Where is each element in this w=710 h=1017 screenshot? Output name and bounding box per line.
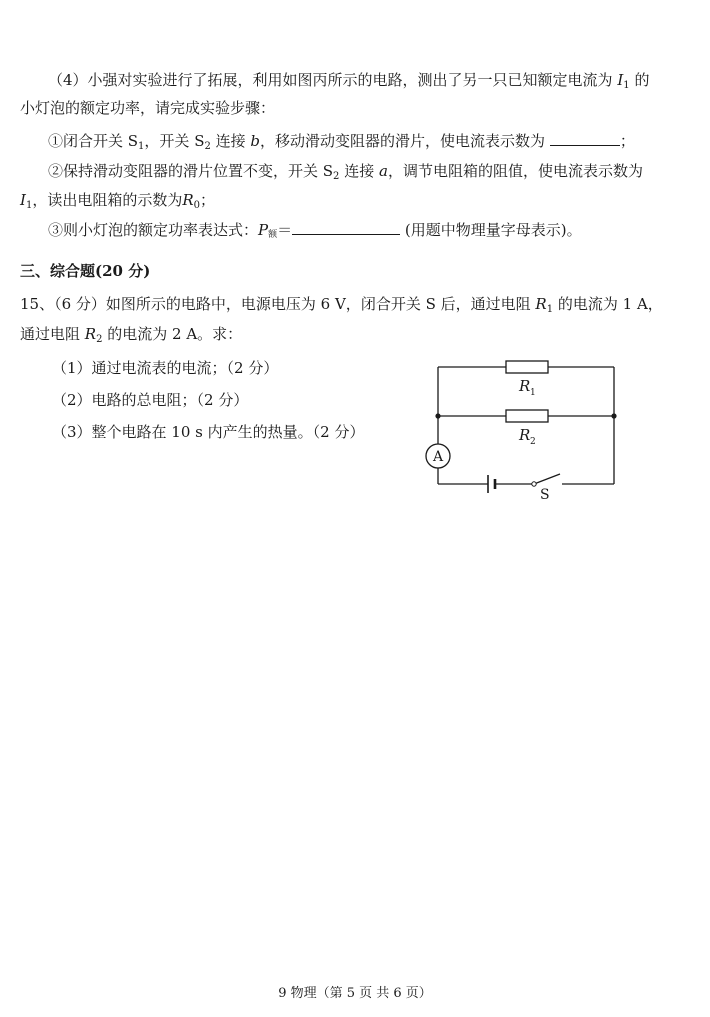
circuit-diagram — [422, 352, 627, 502]
junction-dot-right — [611, 413, 616, 418]
step2-line2: $I_1$，读出电阻箱的示数为$R_0$； — [20, 191, 216, 211]
q15-sub1: （1）通过电流表的电流；（2 分） — [52, 359, 279, 377]
r2-subscript: 2 — [530, 437, 536, 447]
q15-sub3: （3）整个电路在 10 s 内产生的热量。（2 分） — [52, 423, 365, 441]
answer-blank-step1[interactable] — [550, 130, 620, 146]
switch-blade — [534, 474, 560, 484]
q15-line1: 15、（6 分）如图所示的电路中，电源电压为 6 V，闭合开关 S 后，通过电阻 $R_1$ 的电流为 1 A， — [20, 295, 663, 315]
step3-line: ③则小灯泡的额定功率表达式：$P_额=$ (用题中物理量字母表示)。 — [48, 221, 582, 240]
step1-line: ①闭合开关 $S_1$，开关 $S_2$ 连接 b，移动滑动变阻器的滑片，使电流表示数为 ； — [48, 132, 635, 152]
section-title: 三、综合题(20 分) — [20, 262, 151, 280]
r2-label: R — [519, 426, 531, 444]
r1-label: R — [519, 377, 531, 395]
q15-sub2: （2）电路的总电阻；（2 分） — [52, 391, 249, 409]
page-footer: 9 物理（第 5 页 共 6 页） — [278, 986, 432, 1001]
part4-intro-line1: （4）小强对实验进行了拓展，利用如图丙所示的电路，测出了另一只已知额定电流为 $I_1$ 的 — [48, 71, 650, 91]
answer-blank-step3[interactable] — [292, 219, 400, 235]
ammeter-label: A — [432, 449, 444, 465]
resistor-r2 — [506, 410, 548, 422]
r1-subscript: 1 — [530, 388, 536, 398]
part4-intro-line2: 小灯泡的额定功率，请完成实验步骤： — [20, 99, 276, 117]
step2-line1: ②保持滑动变阻器的滑片位置不变，开关 $S_2$ 连接 a，调节电阻箱的阻值，使电流表示数为 — [48, 162, 643, 182]
q15-line2: 通过电阻 $R_2$ 的电流为 2 A。求： — [20, 325, 243, 345]
junction-dot-left — [435, 413, 440, 418]
resistor-r1 — [506, 361, 548, 373]
switch-label: S — [540, 487, 550, 502]
switch-pivot — [532, 482, 536, 486]
